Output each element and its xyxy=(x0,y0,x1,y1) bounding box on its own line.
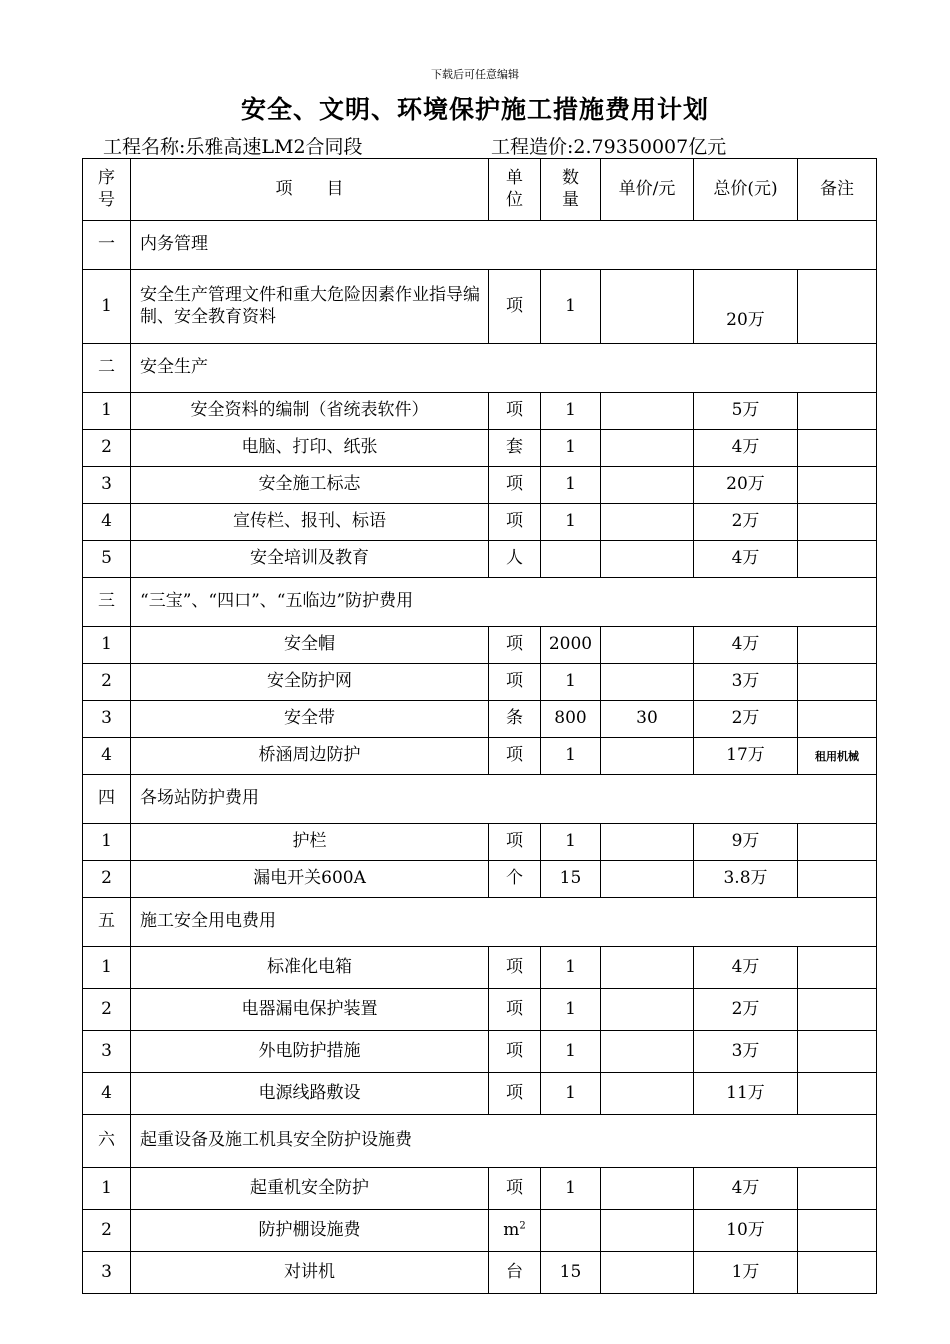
quantity: 1 xyxy=(541,824,601,861)
item-name: 电器漏电保护装置 xyxy=(131,989,489,1031)
header-remark: 备注 xyxy=(798,159,877,221)
row-number: 4 xyxy=(83,504,131,541)
section-row xyxy=(83,775,877,824)
table-row xyxy=(83,1210,877,1252)
item-name: 桥涵周边防护 xyxy=(131,738,489,775)
unit: 项 xyxy=(489,947,541,989)
section-title: 施工安全用电费用 xyxy=(131,898,877,947)
item-name: 安全帽 xyxy=(131,627,489,664)
total-price: 3.8万 xyxy=(694,861,798,898)
total-price: 3万 xyxy=(694,1031,798,1073)
quantity: 2000 xyxy=(541,627,601,664)
header-qty: 数 量 xyxy=(541,159,601,221)
item-name: 漏电开关600A xyxy=(131,861,489,898)
header-total: 总价(元) xyxy=(694,159,798,221)
row-number: 3 xyxy=(83,467,131,504)
unit-price xyxy=(601,947,694,989)
item-name: 对讲机 xyxy=(131,1252,489,1294)
row-number: 4 xyxy=(83,1073,131,1115)
row-number: 1 xyxy=(83,627,131,664)
table-row xyxy=(83,1073,877,1115)
table-row xyxy=(83,1031,877,1073)
unit: 套 xyxy=(489,430,541,467)
row-number: 1 xyxy=(83,947,131,989)
total-price: 4万 xyxy=(694,1168,798,1210)
unit: 项 xyxy=(489,1073,541,1115)
section-row xyxy=(83,221,877,270)
quantity xyxy=(541,1210,601,1252)
remark xyxy=(798,824,877,861)
quantity: 15 xyxy=(541,1252,601,1294)
top-note: 下载后可任意编辑 xyxy=(431,68,519,81)
item-name: 安全生产管理文件和重大危险因素作业指导编制、安全教育资料 xyxy=(131,270,489,344)
table-row xyxy=(83,1168,877,1210)
cost-table xyxy=(82,158,877,1294)
unit-price xyxy=(601,1031,694,1073)
unit: 项 xyxy=(489,467,541,504)
section-number: 六 xyxy=(83,1115,131,1168)
row-number: 1 xyxy=(83,1168,131,1210)
remark xyxy=(798,1031,877,1073)
quantity: 1 xyxy=(541,989,601,1031)
quantity: 1 xyxy=(541,1073,601,1115)
item-name: 安全培训及教育 xyxy=(131,541,489,578)
table-row xyxy=(83,541,877,578)
section-number: 五 xyxy=(83,898,131,947)
unit-price xyxy=(601,1168,694,1210)
section-number: 二 xyxy=(83,344,131,393)
unit: 个 xyxy=(489,861,541,898)
quantity: 1 xyxy=(541,664,601,701)
row-number: 3 xyxy=(83,1031,131,1073)
unit: $m^2$ xyxy=(489,1210,541,1252)
unit: 项 xyxy=(489,627,541,664)
total-price: 2万 xyxy=(694,989,798,1031)
remark xyxy=(798,1073,877,1115)
total-price: 9万 xyxy=(694,824,798,861)
item-name: 标准化电箱 xyxy=(131,947,489,989)
table-row xyxy=(83,467,877,504)
row-number: 3 xyxy=(83,701,131,738)
unit: 项 xyxy=(489,1031,541,1073)
quantity: 1 xyxy=(541,738,601,775)
table-row xyxy=(83,701,877,738)
unit-price xyxy=(601,467,694,504)
project-info xyxy=(103,132,903,159)
header-seq: 序 号 xyxy=(83,159,131,221)
row-number: 2 xyxy=(83,1210,131,1252)
quantity: 15 xyxy=(541,861,601,898)
total-price: 2万 xyxy=(694,701,798,738)
unit-price xyxy=(601,430,694,467)
item-name: 外电防护措施 xyxy=(131,1031,489,1073)
table-row xyxy=(83,393,877,430)
remark xyxy=(798,541,877,578)
remark xyxy=(798,861,877,898)
section-row xyxy=(83,898,877,947)
remark xyxy=(798,1168,877,1210)
unit-price xyxy=(601,1073,694,1115)
unit: 项 xyxy=(489,270,541,344)
section-title: 内务管理 xyxy=(131,221,877,270)
remark xyxy=(798,947,877,989)
unit: 项 xyxy=(489,504,541,541)
row-number: 3 xyxy=(83,1252,131,1294)
remark xyxy=(798,430,877,467)
unit-price: 30 xyxy=(601,701,694,738)
remark xyxy=(798,504,877,541)
project-name: 工程名称:乐雅高速LM2合同段 xyxy=(103,136,363,158)
unit-price xyxy=(601,270,694,344)
item-name: 安全带 xyxy=(131,701,489,738)
header-item: 项 目 xyxy=(131,159,489,221)
unit: 项 xyxy=(489,393,541,430)
total-price: 4万 xyxy=(694,541,798,578)
unit-price xyxy=(601,627,694,664)
total-price: 2万 xyxy=(694,504,798,541)
row-number: 2 xyxy=(83,989,131,1031)
quantity: 800 xyxy=(541,701,601,738)
unit: 条 xyxy=(489,701,541,738)
table-row xyxy=(83,989,877,1031)
table-row xyxy=(83,270,877,344)
row-number: 2 xyxy=(83,664,131,701)
header-unit: 单 位 xyxy=(489,159,541,221)
total-price: 4万 xyxy=(694,430,798,467)
unit-price xyxy=(601,541,694,578)
table-row xyxy=(83,738,877,775)
unit-price xyxy=(601,393,694,430)
header-unit-price: 单价/元 xyxy=(601,159,694,221)
unit: 项 xyxy=(489,1168,541,1210)
unit-price xyxy=(601,504,694,541)
section-title: 起重设备及施工机具安全防护设施费 xyxy=(131,1115,877,1168)
remark xyxy=(798,664,877,701)
unit: 人 xyxy=(489,541,541,578)
remark xyxy=(798,467,877,504)
total-price: 3万 xyxy=(694,664,798,701)
remark-text: 租用机械 xyxy=(815,750,859,764)
total-price: 20万 xyxy=(694,467,798,504)
table-row xyxy=(83,627,877,664)
table-row xyxy=(83,430,877,467)
unit-price xyxy=(601,824,694,861)
table-row xyxy=(83,1252,877,1294)
item-name: 宣传栏、报刊、标语 xyxy=(131,504,489,541)
item-name: 安全防护网 xyxy=(131,664,489,701)
section-title: 安全生产 xyxy=(131,344,877,393)
quantity xyxy=(541,541,601,578)
row-number: 1 xyxy=(83,824,131,861)
item-name: 护栏 xyxy=(131,824,489,861)
row-number: 1 xyxy=(83,393,131,430)
total-price: 4万 xyxy=(694,627,798,664)
unit: 项 xyxy=(489,989,541,1031)
section-number: 四 xyxy=(83,775,131,824)
item-name: 安全施工标志 xyxy=(131,467,489,504)
table-row xyxy=(83,664,877,701)
quantity: 1 xyxy=(541,1031,601,1073)
remark xyxy=(798,393,877,430)
item-name: 电脑、打印、纸张 xyxy=(131,430,489,467)
total-price: 10万 xyxy=(694,1210,798,1252)
row-number: 1 xyxy=(83,270,131,344)
item-name: 电源线路敷设 xyxy=(131,1073,489,1115)
unit-price xyxy=(601,861,694,898)
total-price: 11万 xyxy=(694,1073,798,1115)
item-name: 防护棚设施费 xyxy=(131,1210,489,1252)
remark xyxy=(798,1210,877,1252)
remark xyxy=(798,989,877,1031)
quantity: 1 xyxy=(541,430,601,467)
remark xyxy=(798,701,877,738)
total-price: 4万 xyxy=(694,947,798,989)
remark xyxy=(798,1252,877,1294)
total-price: 17万 xyxy=(694,738,798,775)
row-number: 2 xyxy=(83,430,131,467)
section-row xyxy=(83,578,877,627)
quantity: 1 xyxy=(541,1168,601,1210)
unit-price xyxy=(601,664,694,701)
remark xyxy=(798,738,877,775)
row-number: 4 xyxy=(83,738,131,775)
quantity: 1 xyxy=(541,504,601,541)
unit: 项 xyxy=(489,738,541,775)
section-title: “三宝”、“四口”、“五临边”防护费用 xyxy=(131,578,877,627)
remark xyxy=(798,270,877,344)
total-price: 5万 xyxy=(694,393,798,430)
unit-price xyxy=(601,738,694,775)
item-name: 起重机安全防护 xyxy=(131,1168,489,1210)
unit-price xyxy=(601,989,694,1031)
section-number: 三 xyxy=(83,578,131,627)
item-name: 安全资料的编制（省统表软件） xyxy=(131,393,489,430)
table-body xyxy=(83,159,877,1294)
unit-superscript: 2 xyxy=(519,1220,526,1232)
unit: 台 xyxy=(489,1252,541,1294)
row-number: 5 xyxy=(83,541,131,578)
header-row xyxy=(83,159,877,221)
section-row xyxy=(83,1115,877,1168)
total-price: 20万 xyxy=(694,270,798,344)
row-number: 2 xyxy=(83,861,131,898)
unit-price xyxy=(601,1252,694,1294)
unit: 项 xyxy=(489,824,541,861)
quantity: 1 xyxy=(541,947,601,989)
unit: 项 xyxy=(489,664,541,701)
section-number: 一 xyxy=(83,221,131,270)
total-price: 1万 xyxy=(694,1252,798,1294)
section-title: 各场站防护费用 xyxy=(131,775,877,824)
page-title: 安全、文明、环境保护施工措施费用计划 xyxy=(240,95,709,124)
unit-price xyxy=(601,1210,694,1252)
quantity: 1 xyxy=(541,393,601,430)
table-row xyxy=(83,861,877,898)
table-row xyxy=(83,504,877,541)
quantity: 1 xyxy=(541,270,601,344)
project-cost: 工程造价:2.79350007亿元 xyxy=(491,136,727,158)
quantity: 1 xyxy=(541,467,601,504)
table-row xyxy=(83,824,877,861)
table-row xyxy=(83,947,877,989)
section-row xyxy=(83,344,877,393)
remark xyxy=(798,627,877,664)
